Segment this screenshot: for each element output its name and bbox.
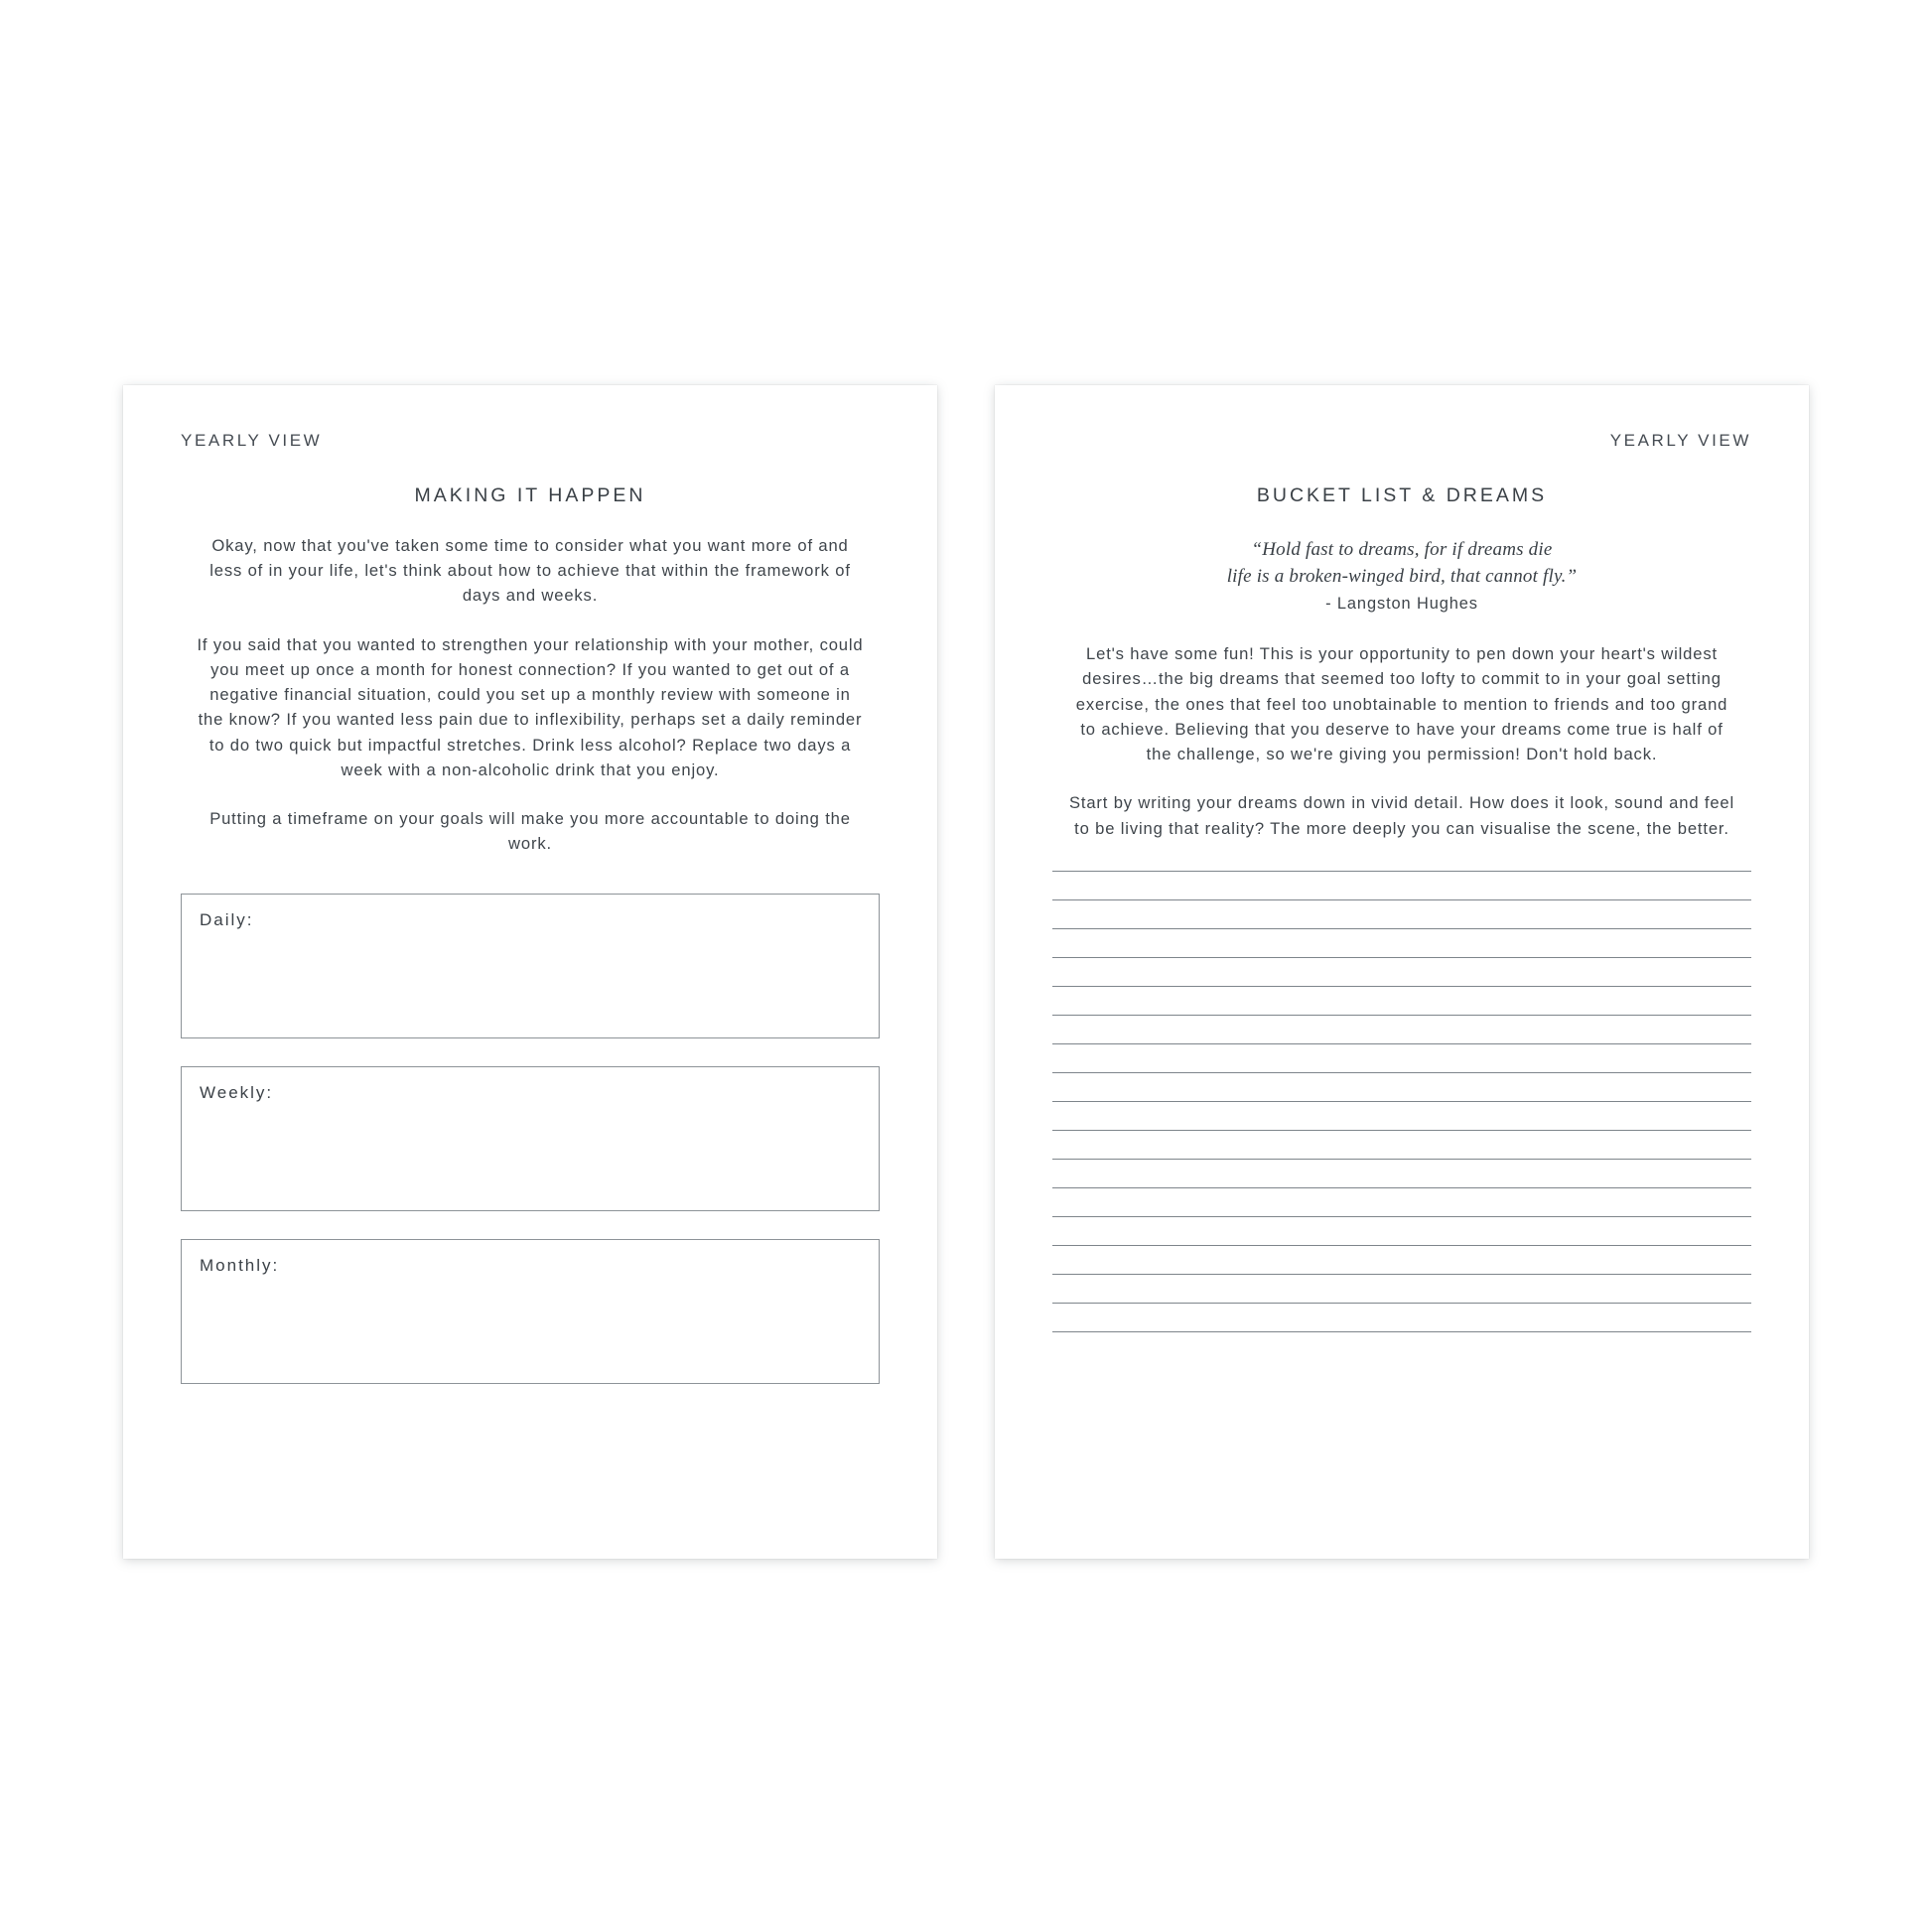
writing-line[interactable] (1052, 1043, 1751, 1044)
field-label-monthly: Monthly: (200, 1256, 280, 1276)
writing-line[interactable] (1052, 1245, 1751, 1246)
writing-line[interactable] (1052, 1130, 1751, 1131)
writing-line[interactable] (1052, 957, 1751, 958)
field-label-weekly: Weekly: (200, 1083, 274, 1103)
page-title-left: MAKING IT HAPPEN (414, 484, 646, 506)
page-left (123, 385, 937, 1559)
writing-line[interactable] (1052, 986, 1751, 987)
paragraph-timeframe: Putting a timeframe on your goals will make you more accountable to doing the work. (209, 808, 851, 854)
field-box-daily[interactable] (181, 894, 880, 1038)
writing-line[interactable] (1052, 1303, 1751, 1304)
writing-line[interactable] (1052, 1072, 1751, 1073)
writing-line[interactable] (1052, 1159, 1751, 1160)
quote-attribution: - Langston Hughes (1325, 594, 1478, 613)
writing-lines[interactable] (1052, 871, 1751, 1332)
writing-line[interactable] (1052, 1101, 1751, 1102)
running-head-right: YEARLY VIEW (1609, 431, 1751, 450)
page-right-content (995, 385, 1809, 1559)
writing-line[interactable] (1052, 1216, 1751, 1217)
field-label-daily: Daily: (200, 910, 254, 930)
paragraph-examples: If you said that you wanted to strengthen your relationship with your mother, could you meet up once a month for honest connection? If you wanted to get out of a negative financial situation, could you set up a monthly review with someone in the know? If you wanted less pain due to inflexibility, perhaps set a daily reminder to do two quick but impactful stretches. Drink less alcohol? Replace two days a week with a non-alcoholic drink that you enjoy. (197, 634, 864, 779)
quote-line-1: “Hold fast to dreams, for if dreams die (1251, 539, 1553, 560)
quote-block (1052, 537, 1751, 616)
writing-line[interactable] (1052, 1331, 1751, 1332)
writing-line[interactable] (1052, 1015, 1751, 1016)
writing-line[interactable] (1052, 1187, 1751, 1188)
paragraph-intro: Okay, now that you've taken some time to consider what you want more of and less of in your life, let's think about how to achieve that within the framework of days and weeks. (209, 536, 851, 606)
writing-line[interactable] (1052, 1274, 1751, 1275)
paragraph-have-fun: Let's have some fun! This is your opportunity to pen down your heart's wildest desires…the big dreams that seemed too lofty to commit to in your goal setting exercise, the ones that feel too unobtainable to mention to friends and too grand to achieve. Believing that you deserve to have your dreams come true is half of the challenge, so we're giving you permission! Don't hold back. (1075, 644, 1728, 764)
field-box-group (181, 894, 880, 1384)
page-left-content (123, 385, 937, 1559)
writing-line[interactable] (1052, 899, 1751, 900)
field-box-monthly[interactable] (181, 1239, 880, 1384)
page-title-right: BUCKET LIST & DREAMS (1256, 484, 1548, 506)
writing-line[interactable] (1052, 871, 1751, 872)
running-head-left: YEARLY VIEW (181, 431, 323, 450)
quote-line-2: life is a broken-winged bird, that cannot fly.” (1226, 565, 1578, 587)
page-right (995, 385, 1809, 1559)
field-box-weekly[interactable] (181, 1066, 880, 1211)
writing-line[interactable] (1052, 928, 1751, 929)
paragraph-vivid-detail: Start by writing your dreams down in vivid detail. How does it look, sound and feel to be living that reality? The more deeply you can visualise the scene, the better. (1068, 793, 1735, 838)
